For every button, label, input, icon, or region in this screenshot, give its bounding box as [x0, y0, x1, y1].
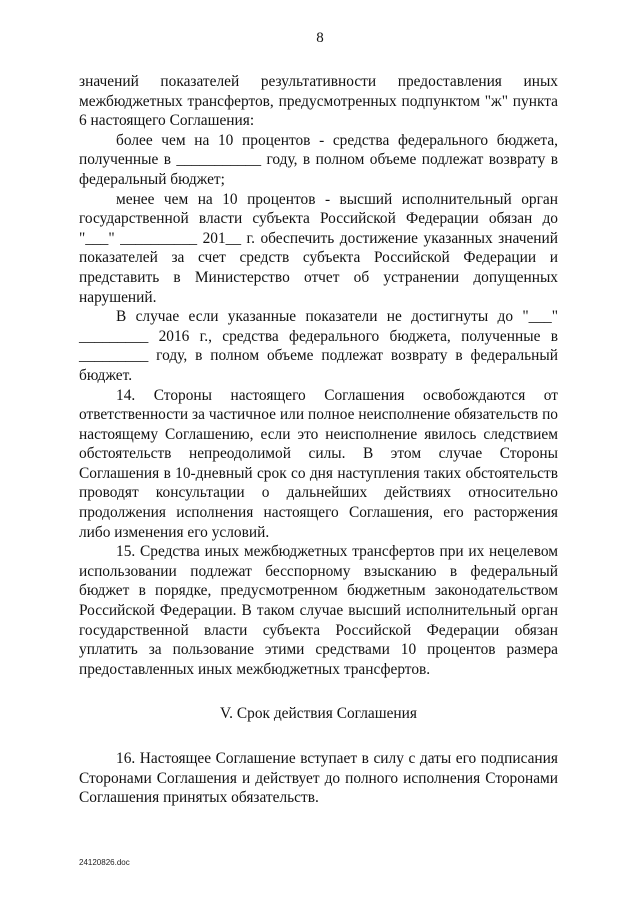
- paragraph-indicators-not-achieved: В случае если указанные показатели не достигнуты до "___" _________ 2016 г., средства федерального бюджета, полученные в _________ году, в полном объеме подлежат возврату в федеральный бюджет.: [79, 308, 558, 384]
- paragraph-indicator-values: значений показателей результативности предоставления иных межбюджетных трансфертов, предусмотренных подпунктом "ж" пункта 6 настоящего Соглашения:: [79, 73, 558, 130]
- document-body: [79, 72, 558, 808]
- clause-15: 15. Средства иных межбюджетных трансфертов при их нецелевом использовании подлежат бесспорному взысканию в федеральный бюджет в порядке, предусмотренном бюджетным законодательством Российской Федерации. В таком случае высший исполнительный орган государственной власти субъекта Российской Федерации обязан уплатить за пользование этими средствами 10 процентов размера предоставленных иных межбюджетных трансфертов.: [79, 543, 558, 678]
- footer-filename: 24120826.doc: [79, 858, 130, 867]
- paragraph-less-than-10-percent: менее чем на 10 процентов - высший исполнительный орган государственной власти субъекта Российской Федерации обязан до "___" __________ 201__ г. обеспечить достижение указанных значений показателей за счет средств субъекта Российской Федерации и представить в Министерство отчет об устранении допущенных нарушений.: [79, 190, 558, 306]
- clause-14: 14. Стороны настоящего Соглашения освобождаются от ответственности за частичное или полное неисполнение обязательств по настоящему Соглашению, если это неисполнение явилось следствием обстоятельств непреодолимой силы. В этом случае Стороны Соглашения в 10-дневный срок со дня наступления таких обстоятельств проводят консультации о дальнейших действиях относительно продолжения исполнения настоящего Соглашения, его расторжения либо изменения его условий.: [79, 386, 558, 541]
- clause-16: 16. Настоящее Соглашение вступает в силу с даты его подписания Сторонами Соглашения и действует до полного исполнения Сторонами Соглашения принятых обязательств.: [79, 750, 558, 807]
- section-heading: V. Срок действия Соглашения: [220, 705, 417, 723]
- page-number: 8: [316, 30, 324, 46]
- paragraph-more-than-10-percent: более чем на 10 процентов - средства федерального бюджета, полученные в ___________ году, в полном объеме подлежат возврату в федеральный бюджет;: [79, 131, 558, 188]
